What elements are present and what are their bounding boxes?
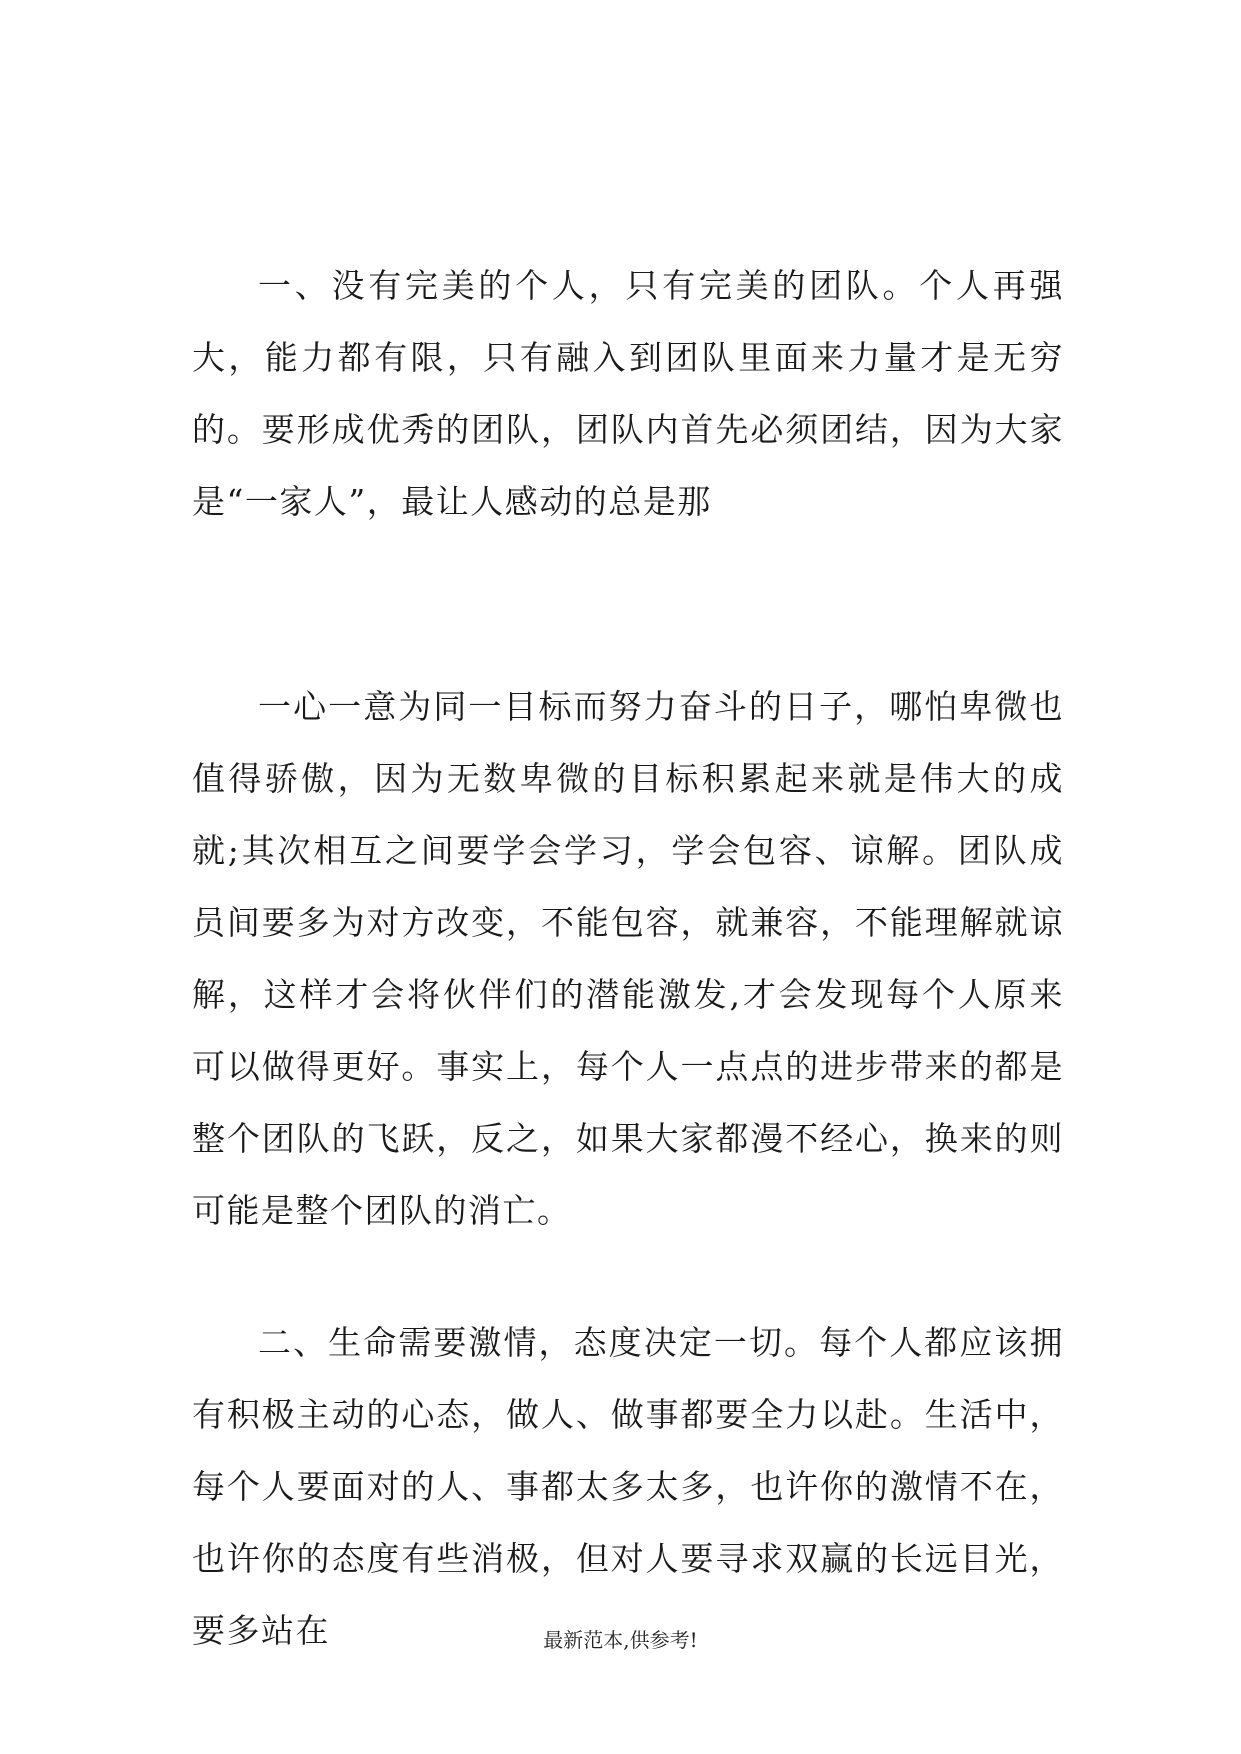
paragraph-continuation: 一心一意为同一目标而努力奋斗的日子，哪怕卑微也值得骄傲，因为无数卑微的目标积累起来就是伟大的成就;其次相互之间要学会学习，学会包容、谅解。团队成员间要多为对方改变，不能包容，就兼容，不能理解就谅解，这样才会将伙伴们的潜能激发,才会发现每个人原来可以做得更好。事实上，每个人一点点的进步带来的都是整个团队的飞跃，反之，如果大家都漫不经心，换来的则可能是整个团队的消亡。 <box>192 687 1064 1230</box>
paragraph-passion: 二、生命需要激情，态度决定一切。每个人都应该拥有积极主动的心态，做人、做事都要全力以赴。生活中，每个人要面对的人、事都太多太多，也许你的激情不在，也许你的态度有些消极，但对人要寻求双赢的长远目光，要多站在 <box>192 1323 1064 1650</box>
paragraph-teamwork: 一、没有完美的个人，只有完美的团队。个人再强大，能力都有限，只有融入到团队里面来力量才是无穷的。要形成优秀的团队，团队内首先必须团结，因为大家是“一家人”，最让人感动的总是那 <box>192 266 1064 521</box>
page-footer: 最新范本,供参考! <box>543 1628 698 1652</box>
